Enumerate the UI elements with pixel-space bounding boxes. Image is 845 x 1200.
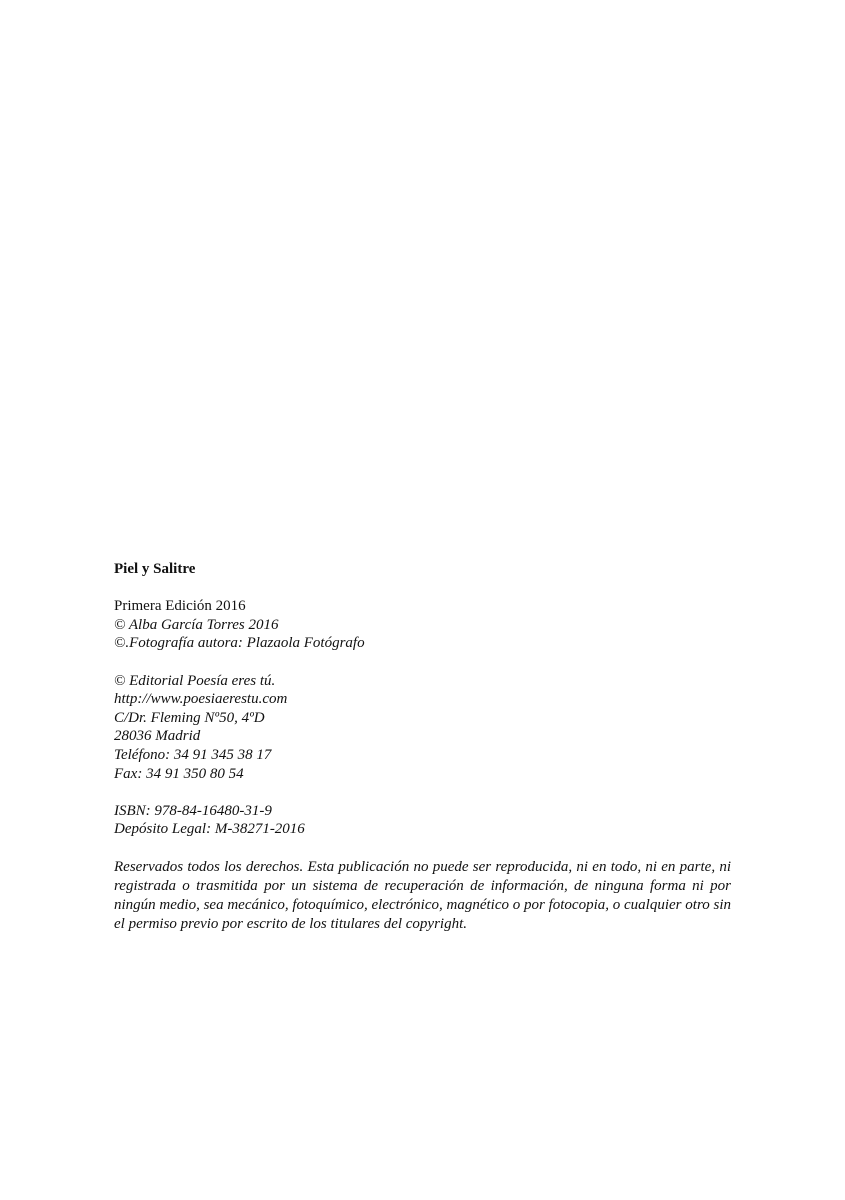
legal-deposit: Depósito Legal: M-38271-2016 (114, 821, 305, 838)
rights-notice: Reservados todos los derechos. Esta publicación no puede ser reproducida, ni en todo, ni en parte, ni registrada o trasmitida por un sistema de recuperación de información, de ninguna forma ni por ningún medio, sea mecánico, fotoquímico, electrónico, magnético o por fotocopia, o cualquier otro sin el permiso previo por escrito de los titulares del copyright. (114, 858, 731, 932)
publisher-fax: Fax: 34 91 350 80 54 (114, 765, 244, 782)
author-copyright: © Alba García Torres 2016 (114, 616, 279, 633)
edition-line: Primera Edición 2016 (114, 598, 246, 615)
publisher-phone: Teléfono: 34 91 345 38 17 (114, 746, 272, 763)
publisher-block (114, 672, 731, 784)
publisher-street: C/Dr. Fleming Nº50, 4ºD (114, 709, 265, 726)
colophon (114, 560, 731, 934)
edition-block (114, 597, 731, 653)
spacer (114, 653, 731, 672)
spacer (114, 839, 731, 858)
photo-credit: ©.Fotografía autora: Plazaola Fotógrafo (114, 635, 365, 652)
publisher-url: http://www.poesiaerestu.com (114, 691, 288, 708)
publisher-city: 28036 Madrid (114, 728, 201, 745)
identifiers-block (114, 802, 731, 839)
book-title: Piel y Salitre (114, 561, 196, 577)
isbn: ISBN: 978-84-16480-31-9 (114, 802, 272, 819)
spacer (114, 783, 731, 802)
publisher-name: © Editorial Poesía eres tú. (114, 672, 276, 689)
spacer (114, 579, 731, 598)
